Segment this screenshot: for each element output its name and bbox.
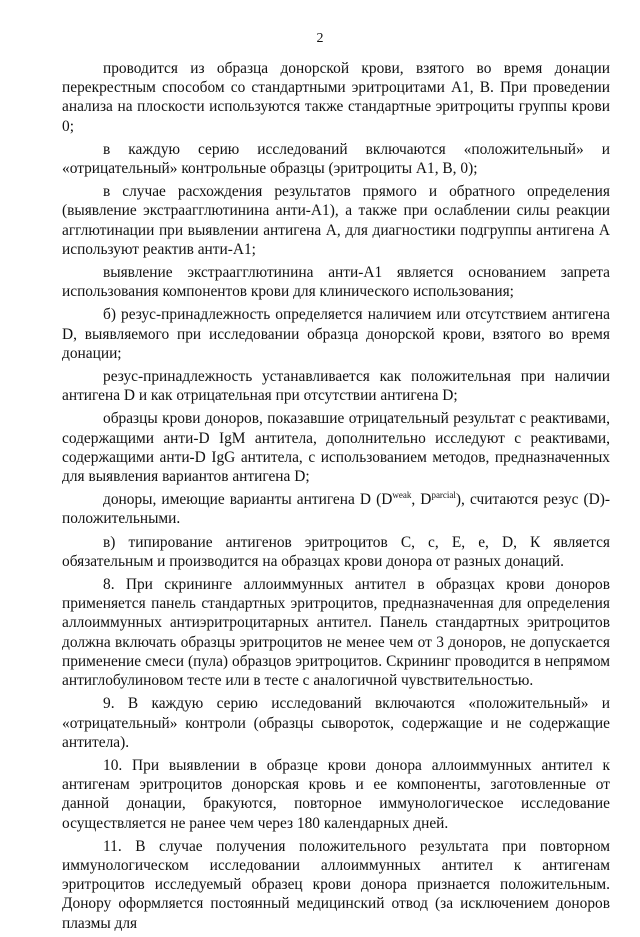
paragraph-d-variants xyxy=(62,490,610,528)
paragraph-item-10-rejection: 10. При выявлении в образце крови донора аллоиммунных антител к антигенам эритроцитов донорская кровь и ее компоненты, заготовленные от данной донации, бракуются, повторное иммунологическое исследование осуществляется не ранее чем через 180 календарных дней. xyxy=(62,756,610,832)
paragraph-item-9-controls: 9. В каждую серию исследований включаются «положительный» и «отрицательный» контроли (образцы сывороток, содержащие и не содержащие антитела). xyxy=(62,695,610,751)
d-variants-text-start: доноры, имеющие варианты антигена D (D xyxy=(103,491,393,509)
paragraph-antigen-typing: в) типирование антигенов эритроцитов С, с, Е, е, D, К является обязательным и производится на образцах крови донора от разных донаций. xyxy=(62,533,610,570)
paragraph-rhesus-positive-negative: резус-принадлежность устанавливается как положительная при наличии антигена D и как отрицательная при отсутствии антигена D; xyxy=(62,368,610,405)
paragraph-item-11-deferral: 11. В случае получения положительного результата при повторном иммунологическом исследовании аллоиммунных антител к антигенам эритроцитов исследуемый образец крови донора признается положительным. Донору оформляется постоянный медицинский отвод (за исключением доноров плазмы для xyxy=(62,837,610,932)
d-variants-text-end: ), считаются резус (D)-положительными. xyxy=(62,491,611,528)
paragraph-item-8-screening: 8. При скрининге аллоиммунных антител в образцах крови доноров применяется панель стандартных эритроцитов, предназначенная для определения аллоиммунных антиэритроцитарных антител. Панель стандартных эритроцитов должна включать образцы эритроцитов не менее чем от 3 доноров, не допускается применение смеси (пула) образцов эритроцитов. Скрининг проводится в непрямом антиглобулиновом тесте или в тесте с аналогичной чувствительностью. xyxy=(62,576,610,690)
d-variants-text-mid: , D xyxy=(411,491,432,509)
weak-superscript: weak xyxy=(392,490,412,501)
page-number: 2 xyxy=(316,31,324,46)
paragraph-subgroup-a-diagnostics: в случае расхождения результатов прямого и обратного определения (выявление экстраагглютинина анти-А1), а также при ослаблении силы реакции агглютинации при выявлении антигена А, для диагностики подгруппы антигена А используют реактив анти-А1; xyxy=(62,183,610,258)
document-body xyxy=(62,59,610,937)
paragraph-igm-igg-testing: образцы крови доноров, показавшие отрицательный результат с реактивами, содержащими анти-D IgM антитела, дополнительно исследуют с реактивами, содержащими анти-D IgG антитела, с использованием методов, предназначенных для выявления вариантов антигена D; xyxy=(62,410,610,486)
paragraph-blood-group-crossmatch: проводится из образца донорской крови, взятого во время донации перекрестным способом со стандартными эритроцитами А1, В. При проведении анализа на плоскости используются также стандартные эритроциты группы крови 0; xyxy=(62,60,610,135)
paragraph-extraagglutinin-ban: выявление экстраагглютинина анти-А1 является основанием запрета использования компонентов крови для клинического использования; xyxy=(62,264,610,301)
paragraph-control-samples: в каждую серию исследований включаются «положительный» и «отрицательный» контрольные образцы (эритроциты А1, В, 0); xyxy=(62,140,610,178)
paragraph-rhesus-definition: б) резус-принадлежность определяется наличием или отсутствием антигена D, выявляемого при исследовании образца донорской крови, взятого во время донации; xyxy=(62,306,610,362)
parcial-superscript: parcial xyxy=(431,490,456,501)
